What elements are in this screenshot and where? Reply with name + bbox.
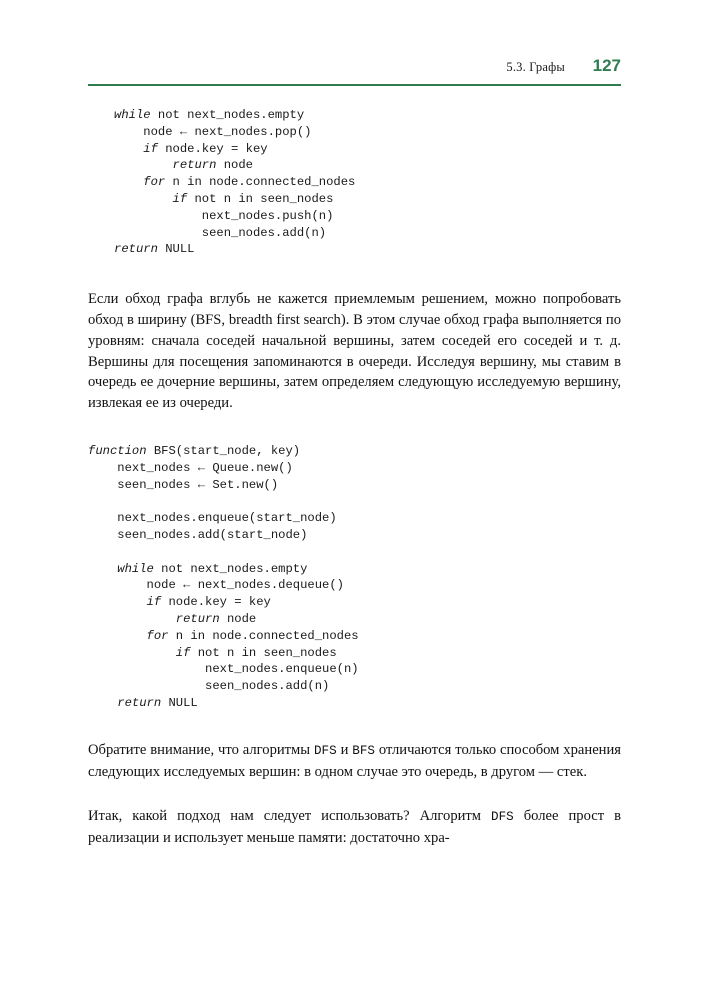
header-section-title: 5.3. Графы	[506, 60, 565, 74]
inline-code-dfs: DFS	[314, 743, 337, 758]
text-fragment: более прост в реализации и использует меньше памяти: достаточно хра-	[88, 808, 621, 847]
text-fragment: Итак, какой подход нам следует использовать? Алгоритм	[88, 808, 492, 825]
inline-code-dfs-2: DFS	[491, 810, 514, 825]
spacer	[88, 782, 621, 806]
page-number: 127	[592, 56, 621, 75]
code-keyword: if	[146, 595, 162, 610]
paragraph-dfs-bfs-compare	[88, 740, 621, 783]
code-keyword: return	[175, 611, 220, 626]
paragraph-bfs-intro: Если обход графа вглубь не кажется приемлемым решением, можно попробовать обход в ширину (BFS, breadth first search). В этом случае обход графа выполняется по уровням: сначала соседей начальной вершины, затем соседей его соседей и т. д. Вершины для посещения запоминаются в очереди. Исследуя вершину, мы ставим в очередь ее дочерние вершины, затем определяем следующую исследуемую вершину, извлекая ее из очереди.	[88, 291, 621, 412]
page-header	[88, 56, 621, 76]
code-keyword: if	[143, 141, 158, 156]
code-keyword: for	[146, 628, 169, 643]
code-keyword: while	[117, 561, 154, 576]
code-keyword: return	[172, 158, 217, 173]
text-fragment: Обратите внимание, что алгоритмы	[88, 741, 314, 758]
page-content	[88, 107, 621, 849]
code-keyword: if	[175, 645, 191, 660]
inline-code-bfs: BFS	[352, 743, 375, 758]
code-keyword: function	[88, 443, 147, 458]
code-block-dfs-tail: while not next_nodes.empty node ← next_nodes.pop() if node.key = key return node for n in node.connected_nodes if not n in seen_nodes next_nodes.push(n) seen_nodes.add(n) return NULL	[114, 108, 356, 257]
code-block-bfs: function BFS(start_node, key) next_nodes ← Queue.new() seen_nodes ← Set.new() next_nodes.enqueue(start_node) seen_nodes.add(start_node) while not next_nodes.empty node ← next_nodes.dequeue() if node.key = key return node for n in node.connected_nodes if not n in seen_nodes next_nodes.enqueue(n) seen_nodes.add(n) return NULL	[88, 443, 359, 710]
paragraph-which-approach	[88, 806, 621, 849]
code-keyword: if	[172, 191, 188, 206]
text-fragment: отличаются только способом хранения следующих исследуемых вершин: в одном случае это очередь, в другом — стек.	[88, 741, 622, 780]
code-keyword: return	[114, 242, 158, 257]
spacer	[88, 258, 621, 289]
spacer	[88, 712, 621, 740]
text-fragment: и	[336, 741, 353, 758]
code-keyword: while	[114, 108, 151, 122]
code-keyword: for	[143, 175, 166, 190]
header-divider	[88, 84, 621, 86]
spacer	[88, 414, 621, 443]
code-keyword: return	[117, 695, 162, 710]
